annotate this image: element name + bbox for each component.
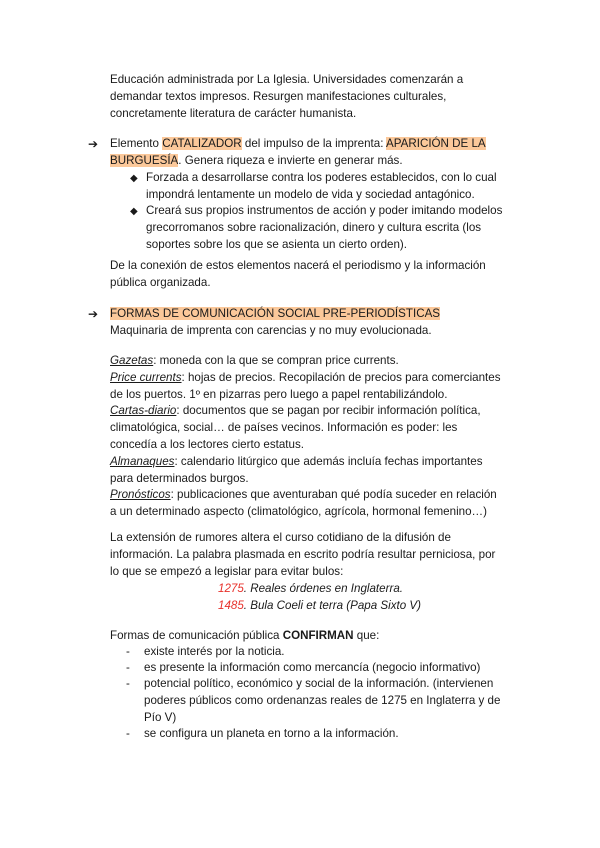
arrow-icon: ➔ bbox=[88, 137, 99, 151]
term-entry: Pronósticos: publicaciones que aventuraban qué podía suceder en relación a un determinado aspecto (climatológico, agrícola, hormonal femenino…) bbox=[110, 488, 497, 519]
highlight-burguesia: APARICIÓN DE LA BURGUESÍA bbox=[110, 137, 486, 167]
rumors-paragraph: La extensión de rumores altera el curso cotidiano de la difusión de información. La palabra plasmada en escrito podría resultar perniciosa, por lo que se empezó a legislar para evitar bulos: bbox=[110, 531, 496, 578]
forms-section bbox=[88, 306, 508, 340]
catalyst-bullet: ◆ Creará sus propios instrumentos de acción y poder imitando modelos grecorromanos sobre racionalización, dinero y cultura escrita (los soportes sobre los que se asienta un cierto orden). bbox=[130, 204, 503, 251]
confirm-item: - potencial político, económico y social de la información. (intervienen poderes públicos como ordenanzas reales de 1275 en Inglaterra y de Pío V) bbox=[126, 677, 501, 724]
intro-paragraph: Educación administrada por La Iglesia. Universidades comenzarán a demandar textos impresos. Resurgen manifestaciones culturales, concretamente literatura de carácter humanista. bbox=[110, 73, 464, 120]
term-entry: Price currents: hojas de precios. Recopilación de precios para comerciantes de los puertos. 1º en pizarras pero luego a papel rentabilizándolo. bbox=[110, 370, 501, 401]
confirm-item: - se configura un planeta en torno a la información. bbox=[126, 727, 399, 740]
confirm-item: - existe interés por la noticia. bbox=[126, 645, 285, 658]
arrow-icon: ➔ bbox=[88, 307, 99, 321]
term-entry: Gazetas: moneda con la que se compran price currents. bbox=[110, 354, 399, 367]
catalyst-item bbox=[88, 136, 508, 170]
catalyst-text: Elemento CATALIZADOR del impulso de la imprenta: APARICIÓN DE LA BURGUESÍA. Genera riqueza e invierte en generar más. bbox=[110, 137, 486, 167]
forms-subtitle: Maquinaria de imprenta con carencias y no muy evolucionada. bbox=[110, 323, 432, 337]
law-entry: 1485. Bula Coeli et terra (Papa Sixto V) bbox=[218, 599, 422, 612]
confirm-item: - es presente la información como mercancía (negocio informativo) bbox=[126, 661, 481, 674]
law-entry: 1275. Reales órdenes en Inglaterra. bbox=[218, 582, 403, 595]
diamond-bullet-icon: ◆ bbox=[130, 173, 138, 184]
highlight-catalizador: CATALIZADOR bbox=[162, 137, 242, 150]
conclusion-paragraph: De la conexión de estos elementos nacerá el periodismo y la información pública organizada. bbox=[110, 259, 486, 289]
term-entry: Cartas-diario: documentos que se pagan por recibir información política, climatológica, social… de países vecinos. Información es poder: les concedía a los lectores cierto estatus. bbox=[110, 404, 481, 451]
confirm-heading: Formas de comunicación pública CONFIRMAN que: bbox=[110, 629, 380, 642]
terms-list bbox=[110, 353, 505, 521]
diamond-bullet-icon: ◆ bbox=[130, 206, 138, 217]
catalyst-bullet: ◆ Forzada a desarrollarse contra los poderes establecidos, con lo cual impondrá lentamente un modelo de vida y sociedad antagónico. bbox=[130, 171, 497, 201]
term-entry: Almanaques: calendario litúrgico que además incluía fechas importantes para determinados burgos. bbox=[110, 454, 483, 485]
forms-title: FORMAS DE COMUNICACIÓN SOCIAL PRE-PERIODÍSTICAS bbox=[110, 307, 441, 320]
